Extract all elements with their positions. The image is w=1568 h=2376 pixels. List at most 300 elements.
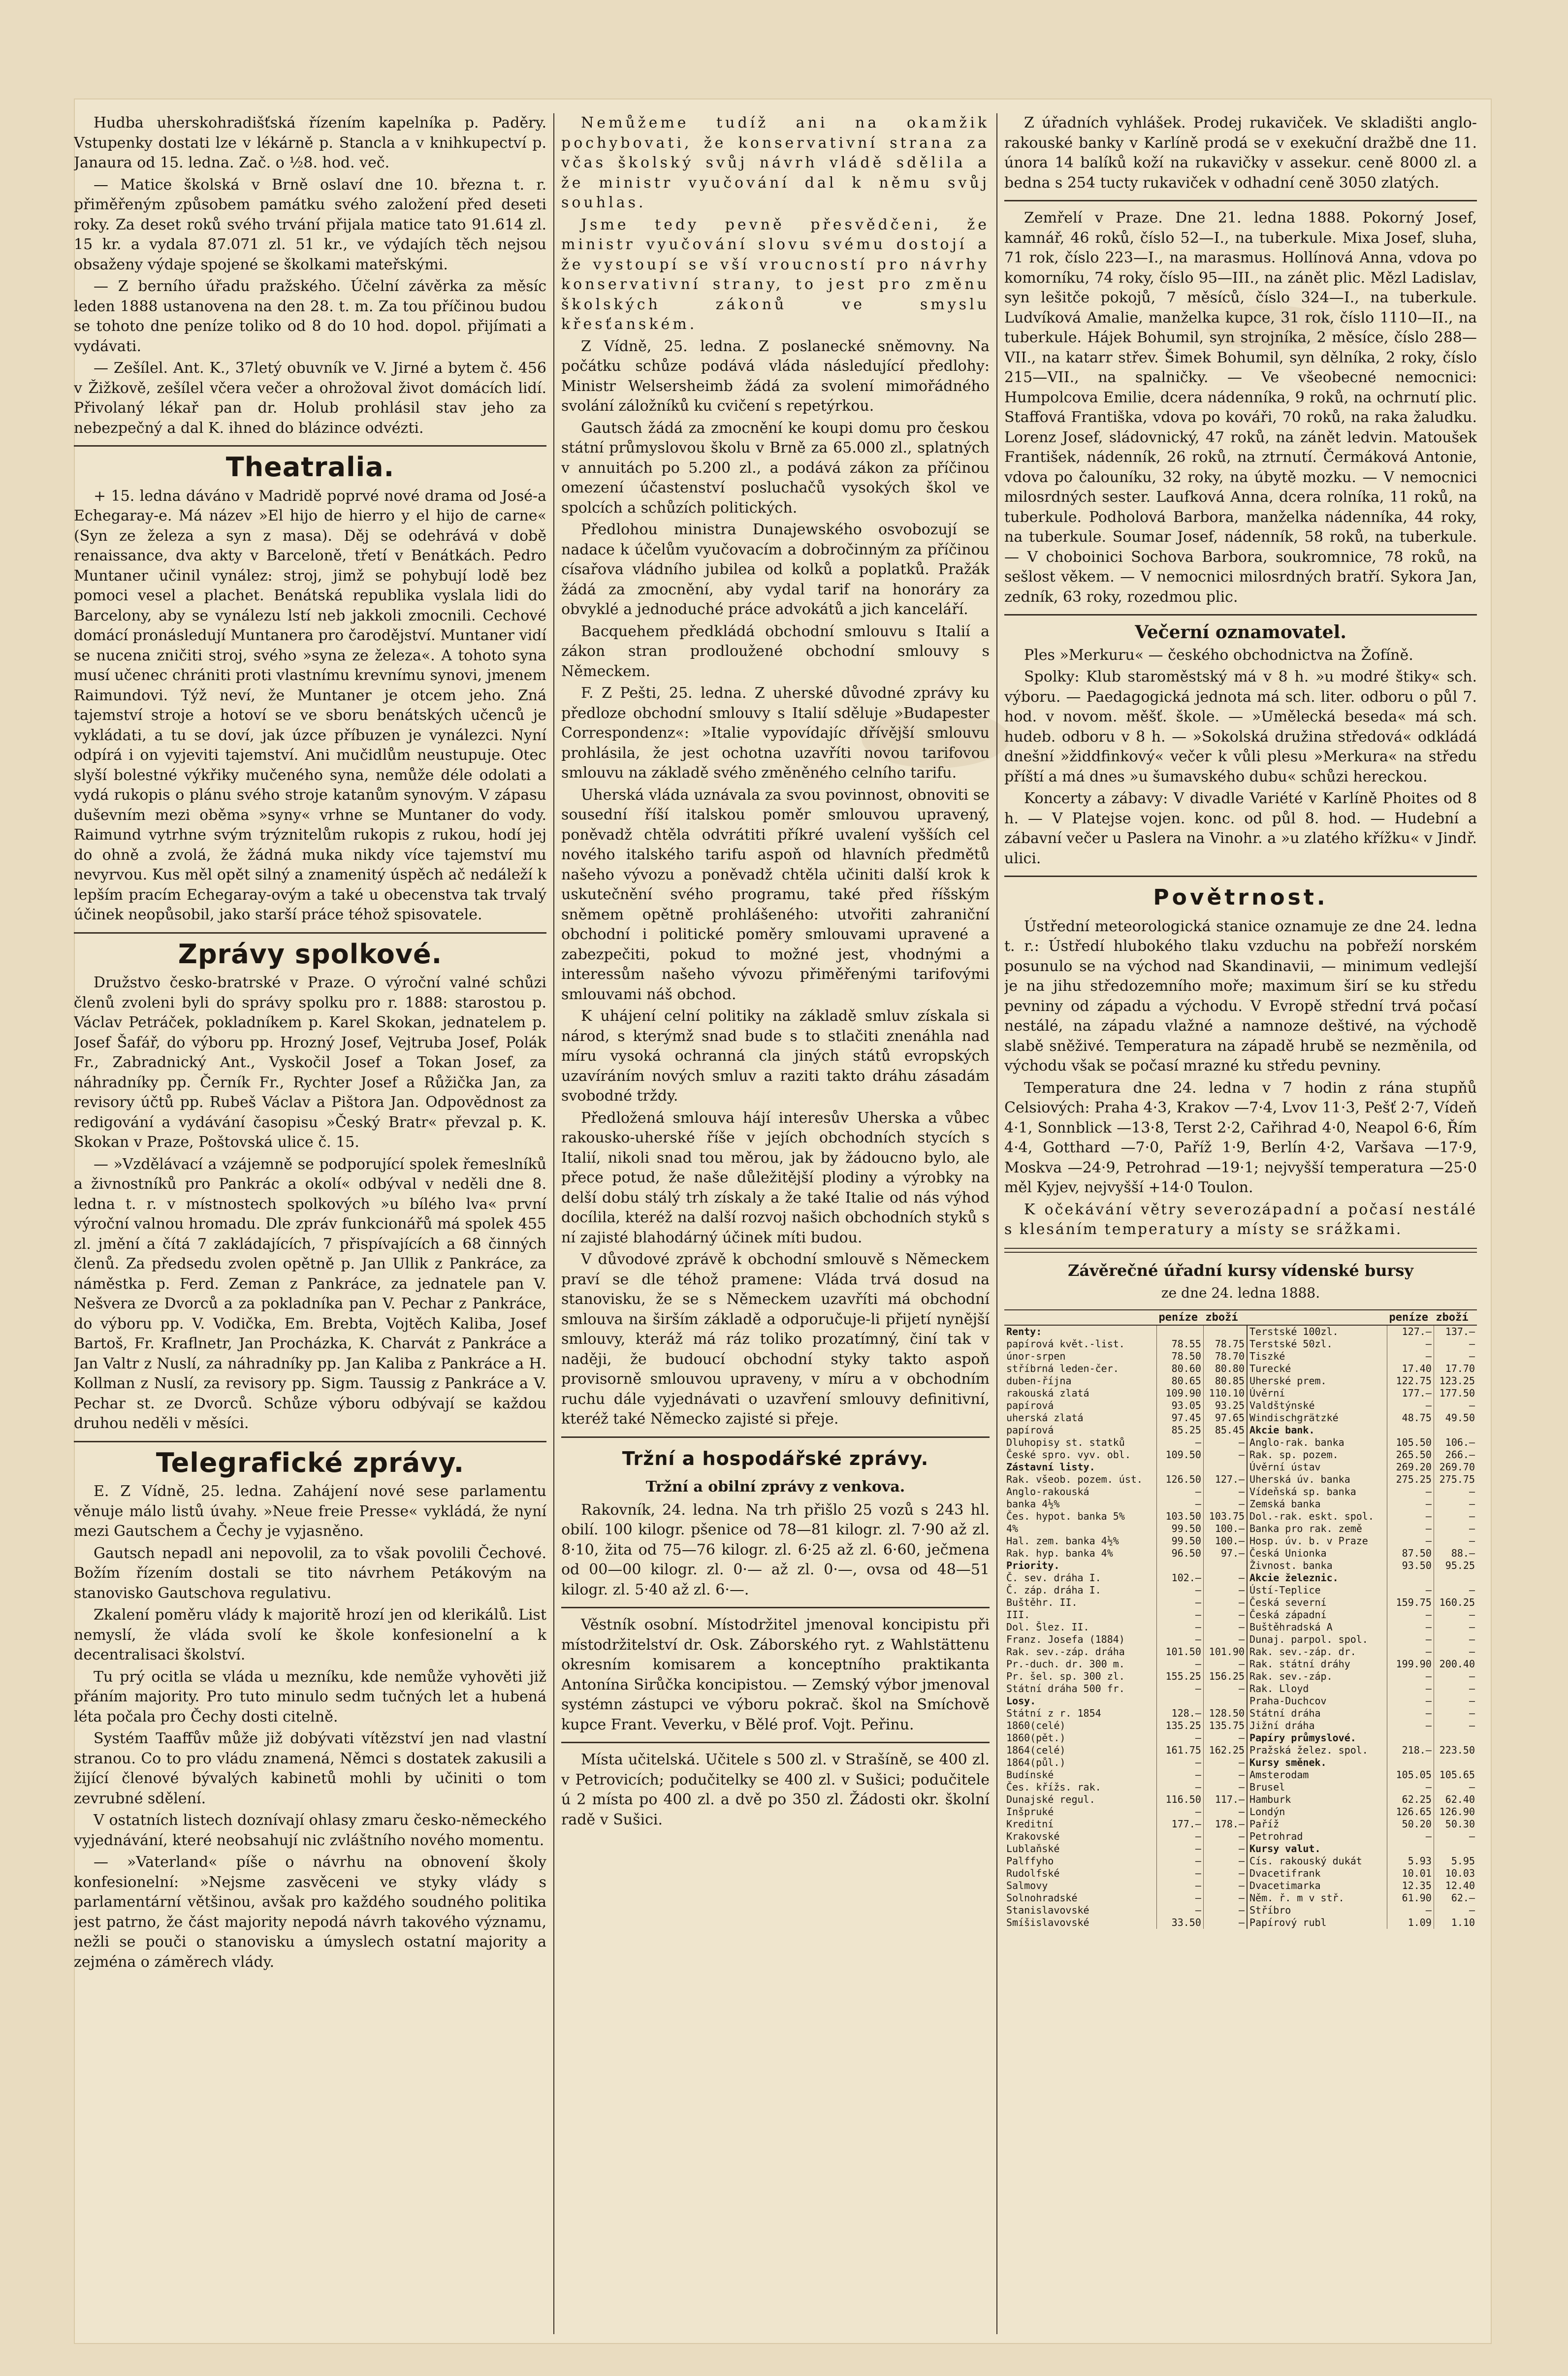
table-cell: Rak. hyp. banka 4% <box>1006 1547 1113 1559</box>
section-heading-telegraph: Telegrafické zprávy. <box>156 1447 465 1478</box>
table-cell: Buštěhr. II. <box>1006 1596 1078 1608</box>
section-divider <box>1004 1248 1477 1253</box>
table-cell: 80.85 <box>1203 1375 1247 1387</box>
table-cell: — <box>1387 1350 1434 1363</box>
table-cell: Solnohradské <box>1006 1891 1078 1904</box>
article-text: Nemůžeme tudíž ani na okamžik pochybovati, že konservativní strana za včas školský svůj návrh vládě sdělila a že ministr vyučování dal k němu svůj souhlas. <box>561 114 990 211</box>
article-text: Z Vídně, 25. ledna. Z poslanecké sněmovny. Na počátku schůze podává vláda následující předlohy: Ministr Welsersheimb žádá za svolení mimořádného svolání záložníků ku cvičení s repetýrkou. <box>561 337 990 415</box>
table-cell: — <box>1203 1486 1247 1498</box>
table-cell: 62.25 <box>1387 1793 1434 1806</box>
article-text: Koncerty a zábavy: V divadle Variété v Karlíně Phoites od 8 h. — V Platejse vojen. konc. od půl 8. hod. — Hudební a zábavní večer u Paslera na Vinohr. a »u zlatého křížku« v Jindř. ulici. <box>1004 790 1477 867</box>
section-heading-associations: Zprávy spolkové. <box>178 938 443 970</box>
table-cell: 99.50 <box>1157 1535 1204 1547</box>
table-cell: 97.— <box>1203 1547 1247 1560</box>
table-cell: 127.— <box>1387 1325 1434 1338</box>
table-cell: — <box>1434 1781 1477 1793</box>
article-text: Družstvo česko-bratrské v Praze. O výroční valné schůzi členů zvoleni byli do správy spolku pro r. 1888: starostou p. Václav Petráček, pokladníkem p. Karel Skokan, jednatelem p. Josef Šafář, do výboru pp. Hrozný Josef, Vejtruba Josef, Polák Fr., Zabradnický Ant., Vyskočil Josef a Tokan Josef, za náhradníky pp. Černík Fr., Rychter Josef a Růžička Jan, za revisory účtů pp. Rubeš Václav a Pištora Jan. Odpovědnost za redigování a vydávání časopisu »Český Bratr« převzal p. K. Skokan v Praze, Poštovská ulice č. 15. <box>74 974 546 1151</box>
table-cell: — <box>1387 1904 1434 1917</box>
table-cell: 96.50 <box>1157 1547 1204 1560</box>
table-cell: 127.— <box>1203 1473 1247 1486</box>
table-cell: Kursy směnek. <box>1247 1757 1387 1769</box>
table-cell: 78.55 <box>1157 1338 1204 1350</box>
table-cell: Něm. ř. m v stř. <box>1247 1892 1387 1904</box>
table-row <box>1004 1325 1477 1338</box>
table-cell: — <box>1387 1400 1434 1412</box>
table-row <box>1004 1658 1477 1670</box>
table-cell: 93.50 <box>1387 1560 1434 1572</box>
table-cell: Ústí-Teplice <box>1247 1584 1387 1596</box>
table-cell: 1860(pět.) <box>1006 1731 1066 1744</box>
table-cell <box>1434 1757 1477 1769</box>
table-cell <box>1387 1732 1434 1744</box>
table-cell: — <box>1157 1584 1204 1596</box>
table-cell: — <box>1203 1806 1247 1818</box>
article-text: Věstník osobní. Místodržitel jmenoval koncipistu při místodržitelství dr. Osk. Záborského ryt. z Wahlstättenu okresním komisarem a konceptního praktikanta Antonína Sirůčka koncipistou. — Zemský výbor jmenoval systémn zástupci ve výboru pokrač. škol na Smíchově kupce Frant. Veverku, v Bělé prof. Vojt. Peřinu. <box>561 1616 990 1733</box>
table-cell: — <box>1203 1892 1247 1904</box>
table-cell: — <box>1387 1584 1434 1596</box>
table-cell: — <box>1157 1781 1204 1793</box>
table-row <box>1004 1707 1477 1720</box>
table-cell: — <box>1203 1867 1247 1880</box>
table-cell: banka 4½% <box>1006 1497 1060 1510</box>
table-cell: — <box>1434 1670 1477 1683</box>
table-cell: 99.50 <box>1157 1523 1204 1535</box>
article-text: Bacquehem předkládá obchodní smlouvu s Italií a zákon stran prodloužené obchodní smlouvy s Německem. <box>561 622 990 680</box>
table-cell: 12.40 <box>1434 1880 1477 1892</box>
table-cell: 78.50 <box>1157 1350 1204 1363</box>
table-cell: — <box>1203 1498 1247 1510</box>
table-cell: — <box>1203 1683 1247 1695</box>
section-divider <box>74 445 546 447</box>
table-cell <box>1434 1424 1477 1436</box>
table-cell: 137.— <box>1434 1325 1477 1338</box>
article-text: Zkalení poměru vlády k majoritě hrozí jen od klerikálů. List nemyslí, že vláda svolí ke škole konfesionelní a k decentralisaci školství. <box>74 1606 546 1663</box>
table-cell: Rak. sev.-záp. dráha <box>1006 1645 1125 1658</box>
table-cell: — <box>1434 1683 1477 1695</box>
table-cell: Česká západní <box>1247 1609 1387 1621</box>
table-row <box>1004 1646 1477 1658</box>
stock-column-header: zboží <box>1434 1310 1477 1325</box>
table-cell: Inšpruké <box>1006 1805 1054 1818</box>
table-cell: 110.10 <box>1203 1387 1247 1400</box>
table-cell: Rudolfské <box>1006 1867 1060 1879</box>
table-cell: 93.05 <box>1157 1400 1204 1412</box>
table-cell: Živnost. banka <box>1247 1560 1387 1572</box>
table-cell: duben-října <box>1006 1374 1072 1387</box>
table-cell: 128.50 <box>1203 1707 1247 1720</box>
table-cell <box>1387 1424 1434 1436</box>
table-cell: 178.— <box>1203 1818 1247 1830</box>
table-cell: Priority. <box>1006 1559 1060 1571</box>
table-cell: 78.70 <box>1203 1350 1247 1363</box>
table-cell: Lublaňské <box>1006 1842 1060 1855</box>
table-cell: — <box>1157 1658 1204 1670</box>
table-cell: Amsterodam <box>1247 1769 1387 1781</box>
article-text: + 15. ledna dáváno v Madridě poprvé nové drama od José-a Echegaray-e. Má název »El hijo de hierro y el hijo de carne« (Syn ze železa a syn z masa). Děj se odehrává v době renaissance, dva akty v Barceloně, třetí v Benátkách. Pedro Muntaner učinil vynález: stroj, jimž se pohybují lodě bez pomoci vesel a plachet. Benátská republika vyslala lidi do Barcelony, aby se vynálezu lstí neb jakkoli zmocnili. Cechové domácí pronásledují Muntanera pro čarodějství. Muntaner vidí se nucena zničiti stroj, svého »syna ze železa«. A tohoto syna musí učenec chrániti proti vlastnímu krevnímu synovi, jmenem Raimundovi. Týž neví, že Muntaner je otcem jeho. Zná tajemství stroje a hotoví se ve sboru benátských učenců je vykládati, a tu se doví, jak úzce příbuzen je vynálezci. Nyní odpírá i on vyjeviti tajemství. Ani mučidlům neustupuje. Otec slyší bolestné výkřiky mučeného syna, nemůže déle odolati a vydá rukopis o plánu svého stroje katanům synovým. V zápasu duševním mezi oběma »syny« vrhne se Muntaner do vody. Raimund vytrhne svým trýznitelům rukopis z rukou, hodí jej do ohně a zvolá, že žádná muka nikdy více tajemství mu nevyrvou. Kus měl opět silný a znamenitý úspěch ač nedáleží k lepším pracím Echegaray-ovým a také u obecenstva tak trvalý účinek neopůsobil, jako starší práce téhož spisovatele. <box>74 487 546 923</box>
table-cell: — <box>1157 1769 1204 1781</box>
table-cell: 50.30 <box>1434 1818 1477 1830</box>
table-cell: 1864(půl.) <box>1006 1756 1066 1768</box>
table-cell: 105.50 <box>1387 1436 1434 1449</box>
table-cell: České spro. vyv. obl. <box>1006 1448 1131 1461</box>
table-cell: Úvěrní <box>1247 1387 1387 1400</box>
table-cell: Dvacetimarka <box>1247 1880 1387 1892</box>
table-cell: Budínské <box>1006 1768 1054 1781</box>
table-cell: Cís. rakouský dukát <box>1247 1855 1387 1867</box>
table-cell: stříbrná leden-čer. <box>1006 1362 1119 1374</box>
table-cell: Č. záp. dráha I. <box>1006 1584 1101 1596</box>
article-text: Ples »Merkuru« — českého obchodnictva na Žofíně. <box>1024 646 1413 664</box>
table-cell: Zástavní listy. <box>1006 1461 1095 1473</box>
table-cell: — <box>1203 1572 1247 1584</box>
table-cell: — <box>1387 1621 1434 1633</box>
table-cell: — <box>1434 1904 1477 1917</box>
table-cell: 103.75 <box>1203 1510 1247 1523</box>
stock-table-body <box>1004 1325 1477 1929</box>
table-cell: Rak. sp. pozem. <box>1247 1449 1387 1461</box>
table-row <box>1004 1695 1477 1707</box>
table-cell: Kreditní <box>1006 1818 1054 1830</box>
table-cell: Paříž <box>1247 1818 1387 1830</box>
table-cell: 117.— <box>1203 1793 1247 1806</box>
table-cell: 177.— <box>1387 1387 1434 1400</box>
table-cell: Dunajské regul. <box>1006 1793 1095 1805</box>
table-cell: Vídeňská sp. banka <box>1247 1486 1387 1498</box>
table-cell: — <box>1387 1535 1434 1547</box>
table-cell: Buštěhradská A <box>1247 1621 1387 1633</box>
table-cell <box>1434 1572 1477 1584</box>
table-row <box>1004 1621 1477 1633</box>
table-cell: Uherské prem. <box>1247 1375 1387 1387</box>
table-cell: — <box>1203 1880 1247 1892</box>
table-cell: 100.— <box>1203 1523 1247 1535</box>
table-row <box>1004 1633 1477 1646</box>
article-text: V důvodové zprávě k obchodní smlouvě s Německem praví se dle téhož pramene: Vláda trvá dosud na stanovisku, že se s Německem uzavříti má obchodní smlouva na širším základě a odporučuje-li přijetí nynější smlouvy, kteráž má ráz toliko prozatímný, činí tak v naději, že budoucí obchodní styky takto aspoň provisorně smlouvou upraveny, v míru a v obchodním ruchu dále vyjednávati o uzavření smlouvy definitivní, kteréž také Německo zajisté si přeje. <box>561 1251 990 1428</box>
table-cell: — <box>1387 1670 1434 1683</box>
table-cell: 1.10 <box>1434 1917 1477 1929</box>
table-cell: Smíšislavovské <box>1006 1916 1089 1928</box>
table-cell: — <box>1157 1732 1204 1744</box>
table-cell: 62.40 <box>1434 1793 1477 1806</box>
table-cell: Dol. Šlez. II. <box>1006 1621 1089 1633</box>
article-text: Temperatura dne 24. ledna v 7 hodin z rána stupňů Celsiových: Praha 4·3, Krakov —7·4, Lvov 11·3, Pešť 2·7, Vídeň 4·1, Sonnblick —13·8, Terst 2·2, Cařihrad 4·0, Neapol 6·6, Řím 4·4, Gotthard —7·0, Paříž 1·9, Berlín 4·2, Varšava —17·9, Moskva —24·9, Petrohrad —19·1; nejvyšší temperatura —25·0 měl Kyjev, nejvyšší +14·0 Toulon. <box>1004 1079 1477 1196</box>
section-divider <box>74 932 546 934</box>
table-row <box>1004 1449 1477 1461</box>
table-cell: — <box>1203 1633 1247 1646</box>
table-cell: 103.50 <box>1157 1510 1204 1523</box>
table-cell: 85.25 <box>1157 1424 1204 1436</box>
table-cell: 126.50 <box>1157 1473 1204 1486</box>
table-cell: — <box>1434 1621 1477 1633</box>
table-cell: — <box>1157 1498 1204 1510</box>
table-cell: Banka pro rak. země <box>1247 1523 1387 1535</box>
table-cell: papírová <box>1006 1399 1054 1411</box>
table-cell: 5.93 <box>1387 1855 1434 1867</box>
table-cell: 162.25 <box>1203 1744 1247 1757</box>
table-cell: 97.65 <box>1203 1412 1247 1424</box>
table-cell: 122.75 <box>1387 1375 1434 1387</box>
table-cell: 80.80 <box>1203 1363 1247 1375</box>
table-cell: — <box>1203 1757 1247 1769</box>
table-row <box>1004 1400 1477 1412</box>
table-cell: — <box>1387 1695 1434 1707</box>
table-cell: Rak. všeob. pozem. úst. <box>1006 1473 1143 1485</box>
table-cell: 106.— <box>1434 1436 1477 1449</box>
table-cell: — <box>1203 1449 1247 1461</box>
table-cell <box>1157 1461 1204 1473</box>
table-cell: uherská zlatá <box>1006 1411 1084 1424</box>
table-cell: — <box>1434 1584 1477 1596</box>
table-cell: Brusel <box>1247 1781 1387 1793</box>
table-cell: — <box>1387 1830 1434 1843</box>
table-cell: Papírový rubl <box>1247 1917 1387 1929</box>
table-cell: 269.20 <box>1387 1461 1434 1473</box>
table-cell: Hal. zem. banka 4½% <box>1006 1534 1119 1547</box>
table-cell: Rak. Lloyd <box>1247 1683 1387 1695</box>
article-text: V ostatních listech doznívají ohlasy zmaru česko-německého vyjednávání, které neobsahují nic zvláštního nového momentu. <box>74 1812 546 1849</box>
table-row <box>1004 1572 1477 1584</box>
table-cell: Hosp. úv. b. v Praze <box>1247 1535 1387 1547</box>
table-cell: Kursy valut. <box>1247 1843 1387 1855</box>
table-cell: 100.— <box>1203 1535 1247 1547</box>
table-cell: — <box>1434 1609 1477 1621</box>
table-row <box>1004 1473 1477 1486</box>
table-cell: Dunaj. parpol. spol. <box>1247 1633 1387 1646</box>
table-cell: — <box>1157 1633 1204 1646</box>
table-cell: — <box>1157 1621 1204 1633</box>
table-cell: — <box>1387 1781 1434 1793</box>
section-heading-market: Tržní a hospodářské zprávy. <box>622 1447 929 1469</box>
table-cell: — <box>1203 1609 1247 1621</box>
table-cell: — <box>1157 1904 1204 1917</box>
table-cell <box>1387 1757 1434 1769</box>
table-row <box>1004 1584 1477 1596</box>
table-cell: — <box>1203 1584 1247 1596</box>
table-cell: Čes. hypot. banka 5% <box>1006 1510 1125 1522</box>
table-cell: Franz. Josefa (1884) <box>1006 1633 1125 1645</box>
table-cell: 135.75 <box>1203 1720 1247 1732</box>
stock-heading: Závěrečné úřadní kursy vídenské bursy <box>1068 1261 1413 1280</box>
column-2 <box>561 113 990 2334</box>
table-cell: 109.90 <box>1157 1387 1204 1400</box>
table-cell: — <box>1157 1486 1204 1498</box>
table-cell: — <box>1387 1609 1434 1621</box>
table-cell: — <box>1434 1720 1477 1732</box>
table-cell: 10.01 <box>1387 1867 1434 1880</box>
table-cell: — <box>1203 1855 1247 1867</box>
table-cell: 97.45 <box>1157 1412 1204 1424</box>
table-cell: 10.03 <box>1434 1867 1477 1880</box>
section-subheading: Tržní a obilní zprávy z venkova. <box>645 1478 905 1496</box>
table-cell: Státní dráha 500 fr. <box>1006 1682 1125 1694</box>
table-row <box>1004 1769 1477 1781</box>
table-cell: 102.— <box>1157 1572 1204 1584</box>
table-row <box>1004 1806 1477 1818</box>
table-cell: — <box>1434 1830 1477 1843</box>
table-cell: Státní z r. 1854 <box>1006 1707 1101 1719</box>
table-cell: — <box>1157 1892 1204 1904</box>
table-cell <box>1203 1325 1247 1338</box>
table-cell: Čes. křížs. rak. <box>1006 1781 1101 1793</box>
table-row <box>1004 1904 1477 1917</box>
table-cell: 93.25 <box>1203 1400 1247 1412</box>
stock-table-header <box>1004 1310 1477 1325</box>
table-cell: 33.50 <box>1157 1917 1204 1929</box>
table-cell: Zemská banka <box>1247 1498 1387 1510</box>
table-cell: Pražská želez. spol. <box>1247 1744 1387 1757</box>
table-cell: — <box>1157 1880 1204 1892</box>
table-cell: 128.— <box>1157 1707 1204 1720</box>
table-row <box>1004 1498 1477 1510</box>
article-text: — »Vzdělávací a vzájemně se podporující spolek řemeslníků a živnostníků pro Pankrác a okolí« odbýval v neděli dne 8. ledna t. r. v místnostech spolkových »u bílého lva« první výroční valnou hromadu. Dle zpráv funkcionářů má spolek 455 zl. jmění a čítá 7 zakládajících, 7 přispívajících a 68 činných členů. Za předsedu zvolen opětně p. Jan Ullik z Pankráce, za náměstka p. Ferd. Zeman z Pankráce, za jednatele pan V. Nešvera ze Dvorců a za pokladníka pan V. Pechar z Pankráce, do výboru pp. V. Vodička, Em. Brebta, Vojtěch Kaliba, Josef Bartoš, Fr. Kraflnetr, Jan Procházka, K. Charvát z Pankráce a Jan Valtr z Nuslí, za náhradníky pp. Jan Kaliba z Pankráce a H. Kollman z Nuslí, za revisory pp. Sigm. Taussig z Pankráce a V. Pechar st. ze Dvorců. Schůze výboru odbývají se každou druhou neděli v měsíci. <box>74 1155 546 1432</box>
table-cell <box>1157 1325 1204 1338</box>
table-cell: 275.25 <box>1387 1473 1434 1486</box>
table-row <box>1004 1793 1477 1806</box>
table-cell <box>1157 1560 1204 1572</box>
table-cell: Dluhopisy st. statků <box>1006 1436 1125 1448</box>
table-row <box>1004 1461 1477 1473</box>
table-cell: — <box>1434 1486 1477 1498</box>
table-cell: Salmovy <box>1006 1879 1048 1891</box>
table-cell: 61.90 <box>1387 1892 1434 1904</box>
table-cell: 266.— <box>1434 1449 1477 1461</box>
table-cell <box>1387 1572 1434 1584</box>
article-text: K očekávání větry severozápadní a počasí nestálé s klesáním temperatury a místy se srážkami. <box>1004 1201 1477 1238</box>
table-cell: Rak. sev.-záp. <box>1247 1670 1387 1683</box>
table-cell: 1860(celé) <box>1006 1719 1066 1731</box>
article-text: Hudba uherskohradišťská řízením kapelníka p. Paděry. Vstupenky dostati lze v lékárně p. Stancla a v knihkupectví p. Janaura od 15. ledna. Zač. o ½8. hod. več. <box>74 114 546 171</box>
table-cell: — <box>1434 1498 1477 1510</box>
table-cell: — <box>1157 1683 1204 1695</box>
table-cell: — <box>1203 1904 1247 1917</box>
column-1 <box>74 113 546 2334</box>
table-cell <box>1203 1695 1247 1707</box>
table-cell: Dvacetifrank <box>1247 1867 1387 1880</box>
table-row <box>1004 1744 1477 1757</box>
article-text: Z úřadních vyhlášek. Prodej rukaviček. Ve skladišti anglo-rakouské banky v Karlíně prodá se v exekuční dražbě dne 11. února 14 balíků koží na rukavičky v assekur. ceně 8000 zl. a bedna s 254 tucty rukaviček v odhadní ceně 3050 zlatých. <box>1004 114 1477 192</box>
table-cell: Hamburk <box>1247 1793 1387 1806</box>
table-row <box>1004 1720 1477 1732</box>
table-cell: Praha-Duchcov <box>1247 1695 1387 1707</box>
article-text: — Zešílel. Ant. K., 37letý obuvník ve V. Jirné a bytem č. 456 v Žižkově, zešílel včera večer a ohrožoval život domácích lidí. Přivolaný lékař pan dr. Holub prohlásil stav jeho za nebezpečný a dal K. ihned do blázince odvézti. <box>74 359 546 437</box>
table-cell: — <box>1434 1707 1477 1720</box>
table-cell: Jižní dráha <box>1247 1720 1387 1732</box>
table-cell: Rak. státní dráhy <box>1247 1658 1387 1670</box>
table-row <box>1004 1757 1477 1769</box>
table-cell: 105.65 <box>1434 1769 1477 1781</box>
newspaper-page <box>74 98 1492 2344</box>
table-row <box>1004 1596 1477 1609</box>
table-cell <box>1387 1843 1434 1855</box>
table-row <box>1004 1363 1477 1375</box>
table-cell: — <box>1157 1436 1204 1449</box>
table-row <box>1004 1892 1477 1904</box>
stock-column-header <box>1247 1310 1387 1325</box>
table-cell: Pr. šel. sp. 300 zl. <box>1006 1670 1125 1682</box>
table-cell: 101.90 <box>1203 1646 1247 1658</box>
table-cell: — <box>1157 1830 1204 1843</box>
table-cell: 265.50 <box>1387 1449 1434 1461</box>
table-cell: Rak. sev.-záp. dr. <box>1247 1646 1387 1658</box>
table-cell: 48.75 <box>1387 1412 1434 1424</box>
table-cell: — <box>1203 1621 1247 1633</box>
table-cell: — <box>1434 1695 1477 1707</box>
table-cell: Anglo-rakouská <box>1006 1485 1089 1497</box>
table-cell <box>1157 1695 1204 1707</box>
table-cell: Stříbro <box>1247 1904 1387 1917</box>
table-row <box>1004 1387 1477 1400</box>
table-cell: — <box>1434 1633 1477 1646</box>
article-text: — Z berního úřadu pražského. Účelní závěrka za měsíc leden 1888 ustanovena na den 28. t. m. Za tou příčinou budou se tohoto dne peníze toliko od 8 do 10 hod. dopol. přijímati a vydávati. <box>74 278 546 355</box>
table-cell: papírová květ.-list. <box>1006 1337 1125 1350</box>
section-heading-evening: Večerní oznamovatel. <box>1135 622 1346 643</box>
table-row <box>1004 1867 1477 1880</box>
table-cell: Stanislavovské <box>1006 1904 1089 1916</box>
table-cell: — <box>1387 1633 1434 1646</box>
table-cell: 17.40 <box>1387 1363 1434 1375</box>
table-cell: Terstské 100zl. <box>1247 1325 1387 1338</box>
table-cell: — <box>1387 1646 1434 1658</box>
table-cell: Krakovské <box>1006 1830 1060 1842</box>
section-divider <box>74 1441 546 1442</box>
section-divider <box>1004 200 1477 201</box>
table-cell: — <box>1157 1843 1204 1855</box>
table-cell: 177.50 <box>1434 1387 1477 1400</box>
table-cell: 123.25 <box>1434 1375 1477 1387</box>
table-cell: Úvěrní ústav <box>1247 1461 1387 1473</box>
table-cell: 50.20 <box>1387 1818 1434 1830</box>
table-cell: — <box>1157 1609 1204 1621</box>
table-cell: III. <box>1006 1608 1030 1621</box>
table-cell: — <box>1387 1707 1434 1720</box>
section-divider <box>561 1607 990 1608</box>
table-row <box>1004 1375 1477 1387</box>
article-text: Gautsch nepadl ani nepovolil, za to však povolili Čechové. Božím řízením dostali se tito návrhem Petákovým na stanovisko Gautschova regulativu. <box>74 1544 546 1602</box>
table-cell: — <box>1434 1400 1477 1412</box>
article-text: Místa učitelská. Učitele s 500 zl. v Strašíně, se 400 zl. v Petrovicích; podučitelky se 400 zl. v Sušici; podučitele ú 2 místa po 400 zl. a dvě po 350 zl. Žádosti okr. školní radě v Sušici. <box>561 1751 990 1828</box>
article-text: F. Z Pešti, 25. ledna. Z uherské důvodné zprávy ku předloze obchodní smlouvy s Italií sděluje »Budapester Correspondenz«: »Italie vypovídajíc dřívější smlouvu prohlásila, že jest ochotna uzavříti novou tarifovou smlouvu na základě svého změněného celního tarifu. <box>561 684 990 781</box>
table-cell: 177.— <box>1157 1818 1204 1830</box>
table-cell: Palffyho <box>1006 1855 1054 1867</box>
table-cell: Česká Unionka <box>1247 1547 1387 1560</box>
table-cell: Turecké <box>1247 1363 1387 1375</box>
table-cell: únor-srpen <box>1006 1350 1066 1362</box>
table-cell: Uherská úv. banka <box>1247 1473 1387 1486</box>
table-cell: — <box>1434 1646 1477 1658</box>
column-rule <box>553 113 554 2334</box>
table-cell: — <box>1203 1830 1247 1843</box>
table-cell: Losy. <box>1006 1694 1036 1707</box>
table-cell: 1.09 <box>1387 1917 1434 1929</box>
table-cell: 87.50 <box>1387 1547 1434 1560</box>
table-row <box>1004 1683 1477 1695</box>
table-cell: — <box>1434 1338 1477 1350</box>
table-row <box>1004 1510 1477 1523</box>
table-cell: 5.95 <box>1434 1855 1477 1867</box>
table-cell: Valdštýnské <box>1247 1400 1387 1412</box>
table-row <box>1004 1781 1477 1793</box>
table-row <box>1004 1424 1477 1436</box>
table-cell: — <box>1387 1523 1434 1535</box>
table-cell: — <box>1387 1720 1434 1732</box>
table-row <box>1004 1880 1477 1892</box>
stock-column-header: peníze <box>1387 1310 1434 1325</box>
table-cell: 126.90 <box>1434 1806 1477 1818</box>
table-cell: Česká severní <box>1247 1596 1387 1609</box>
table-row <box>1004 1412 1477 1424</box>
table-row <box>1004 1609 1477 1621</box>
table-cell: Anglo-rak. banka <box>1247 1436 1387 1449</box>
